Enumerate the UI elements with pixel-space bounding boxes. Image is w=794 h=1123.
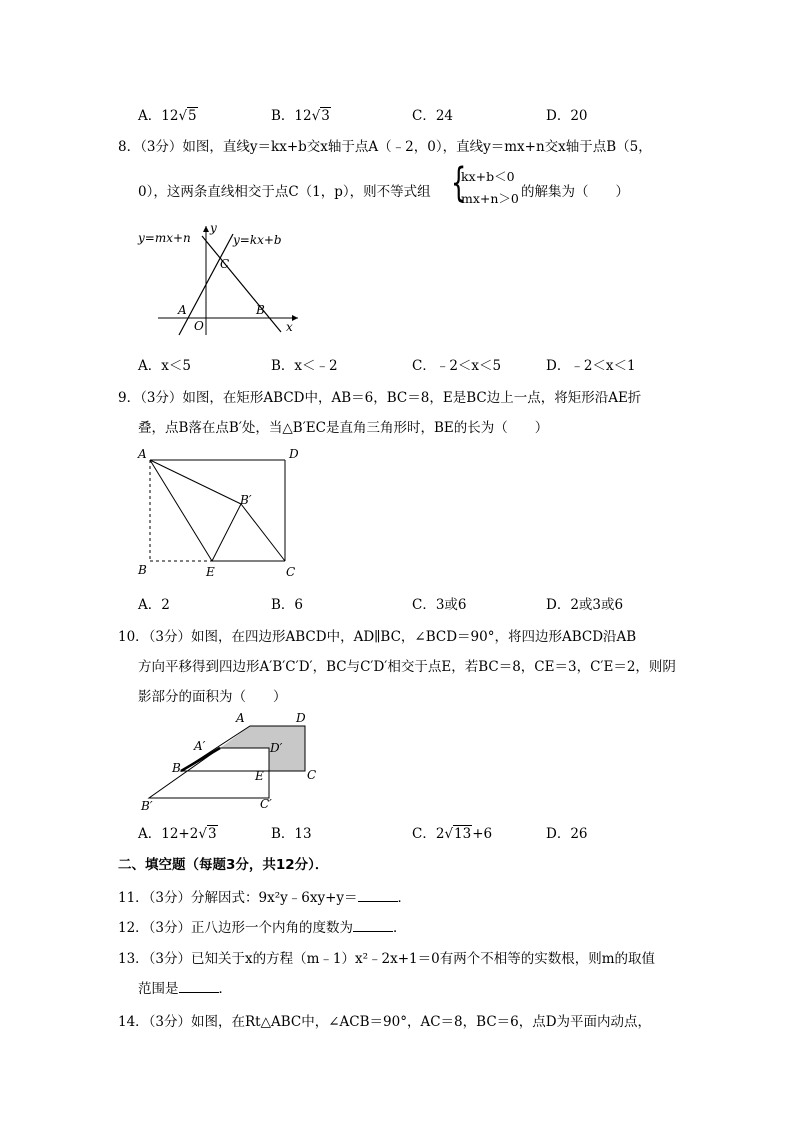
label-e: E	[255, 769, 264, 783]
label-line-kx-b: y=kx+b	[233, 233, 282, 247]
label-o: O	[194, 319, 204, 333]
q10-option-d[interactable]: D．26	[546, 826, 588, 842]
q11-answer-blank[interactable]	[358, 889, 398, 902]
q8-figure	[130, 220, 310, 340]
q10-option-c[interactable]: C．2√13+6	[412, 826, 493, 842]
q7-option-b[interactable]: B．12√3	[271, 108, 330, 124]
q8-line1: 8．（3分）如图，直线y＝kx+b交x轴于点A（﹣2，0），直线y＝mx+n交x轴于点B（5，	[118, 139, 652, 155]
q10-line3: 影部分的面积为（ ）	[138, 689, 287, 705]
q9-option-c[interactable]: C．3或6	[412, 597, 467, 613]
q8-inequality-system: { kx+b＜0 mx+n＞0	[451, 160, 519, 206]
label-e: E	[206, 565, 215, 579]
q7-option-d[interactable]: D．20	[546, 108, 588, 124]
q12-answer-blank[interactable]	[353, 919, 393, 932]
q13-line2: 范围是 ．	[138, 981, 232, 997]
label-b: B	[256, 303, 265, 317]
y-axis-arrow-icon	[203, 226, 209, 232]
sqrt-icon: √3	[311, 108, 330, 124]
q12: 12．（3分）正八边形一个内角的度数为 ．	[118, 920, 407, 936]
q8-option-a[interactable]: A．x＜5	[138, 358, 191, 374]
label-b: B	[172, 761, 181, 775]
q13-line1: 13．（3分）已知关于x的方程（m﹣1）x²﹣2x+1＝0有两个不相等的实数根，则m的取值	[118, 951, 656, 967]
label-x: x	[286, 320, 293, 334]
label-b-prime: B′	[240, 493, 252, 507]
label-y: y	[210, 221, 217, 235]
q7-option-a[interactable]: A．12√5	[138, 108, 197, 124]
q9-option-d[interactable]: D．2或3或6	[546, 597, 624, 613]
edge-b1c	[241, 504, 285, 561]
q10-line1: 10．（3分）如图，在四边形ABCD中，AD∥BC，∠BCD＝90°，将四边形ABCD沿AB	[118, 629, 637, 645]
q13-answer-blank[interactable]	[179, 980, 219, 993]
q8-option-d[interactable]: D．﹣2＜x＜1	[546, 358, 636, 374]
label-line-mx-n: y=mx+n	[138, 231, 191, 245]
label-a-prime: A′	[194, 739, 206, 753]
label-a: A	[236, 711, 245, 725]
q10-option-b[interactable]: B．13	[271, 826, 312, 842]
label-b: B	[138, 563, 147, 577]
q9-line1: 9．（3分）如图，在矩形ABCD中，AB＝6，BC＝8，E是BC边上一点，将矩形沿AE折	[118, 390, 642, 406]
q10-line2: 方向平移得到四边形A′B′C′D′，BC与C′D′相交于点E，若BC＝8，CE＝3，C′E＝2，则阴	[138, 659, 676, 675]
label-c: C	[220, 257, 230, 271]
label-c: C	[286, 565, 296, 579]
edge-b1e	[212, 504, 241, 561]
q9-option-b[interactable]: B．6	[271, 597, 304, 613]
q11: 11．（3分）分解因式：9x²y﹣6xy+y＝ ．	[118, 890, 412, 906]
brace-icon: {	[451, 160, 467, 206]
sqrt-icon: √5	[178, 108, 197, 124]
label-a: A	[138, 447, 147, 461]
label-c-prime: C′	[260, 797, 272, 811]
label-d-prime: D′	[270, 741, 283, 755]
label-d: D	[289, 447, 299, 461]
label-d: D	[296, 711, 306, 725]
label-a: A	[178, 303, 187, 317]
q8-option-b[interactable]: B．x＜﹣2	[271, 358, 338, 374]
q8-option-c[interactable]: C．﹣2＜x＜5	[412, 358, 502, 374]
q9-figure	[130, 442, 310, 582]
q10-figure	[135, 706, 335, 816]
sqrt-icon: √13	[444, 826, 472, 842]
q9-line2: 叠，点B落在点B′处，当△B′EC是直角三角形时，BE的长为（ ）	[138, 420, 549, 436]
label-b-prime: B′	[141, 799, 153, 813]
q14-line1: 14．（3分）如图，在Rt△ABC中，∠ACB＝90°，AC＝8，BC＝6，点D为平面内动点，	[118, 1014, 652, 1030]
q8-line2-end: 的解集为（ ）	[521, 184, 629, 200]
sqrt-icon: √3	[198, 826, 217, 842]
x-axis-arrow-icon	[292, 315, 298, 321]
q9-option-a[interactable]: A．2	[138, 597, 170, 613]
label-c: C	[307, 768, 317, 782]
section-heading: 二、填空题（每题3分，共12分）．	[118, 857, 329, 873]
q8-line2: 0），这两条直线相交于点C（1，p），则不等式组	[138, 184, 431, 200]
q7-option-c[interactable]: C．24	[412, 108, 454, 124]
q10-option-a[interactable]: A．12+2√3	[138, 826, 217, 842]
